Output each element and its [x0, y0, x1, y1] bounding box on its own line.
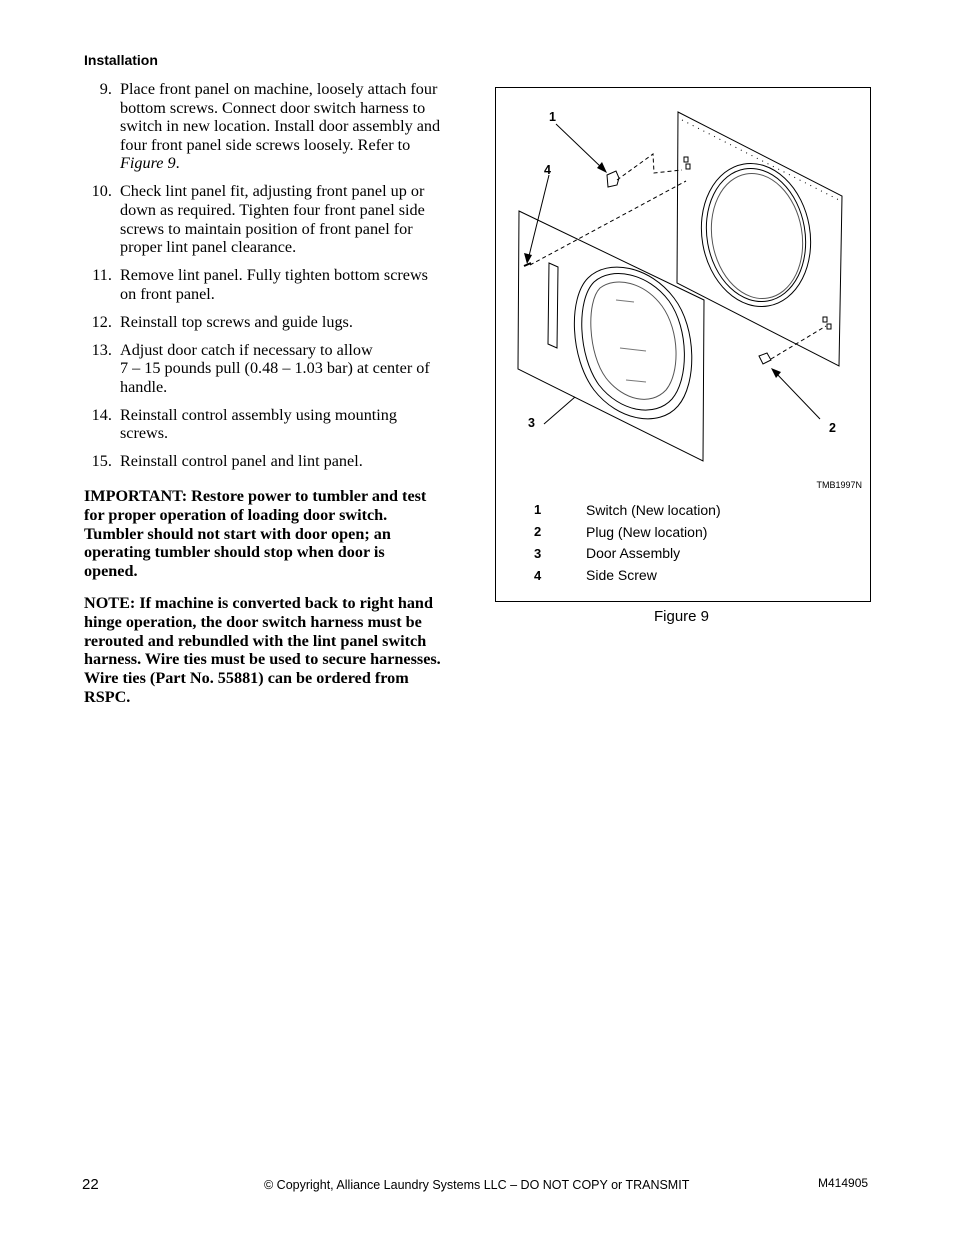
legend-item: 2 Plug (New location) — [534, 523, 708, 540]
step-text: Remove lint panel. Fully tighten bottom screws on front panel. — [120, 266, 428, 303]
figure-id: TMB1997N — [816, 480, 862, 490]
figure-legend — [534, 499, 721, 586]
figure-box — [495, 87, 871, 602]
step-number: 13. — [91, 340, 112, 359]
step-text: Check lint panel fit, adjusting front panel up or down as required. Tighten four front panel side screws to maintain position of front panel for proper lint panel clearance. — [120, 182, 425, 257]
important-notice: IMPORTANT: Restore power to tumbler and test for proper operation of loading door switch. Tumbler should not start with door open; an operating tumbler should stop when door is opened. — [84, 487, 427, 581]
note-paragraph: NOTE: If machine is converted back to right hand hinge operation, the door switch harness must be rerouted and rebundled with the lint panel switch harness. Wire ties must be used to secure harnesses. Wire ties (Part No. 55881) can be ordered from RSPC. — [84, 594, 441, 706]
step-11 — [84, 266, 460, 303]
step-text: Place front panel on machine, loosely attach four bottom screws. Connect door switch harness to switch in new location. Install door assembly and four front panel side screws loosely. Refer to Figure 9. — [120, 80, 441, 173]
procedure-steps — [84, 80, 460, 480]
figure-caption: Figure 9 — [654, 608, 710, 625]
page-number: 22 — [82, 1176, 99, 1193]
step-text: Adjust door catch if necessary to allow 7 – 15 pounds pull (0.48 – 1.03 bar) at center of handle. — [120, 340, 430, 396]
callout-3: 3 — [528, 416, 535, 430]
exploded-door-diagram — [496, 88, 872, 478]
step-12 — [84, 313, 460, 332]
callout-2: 2 — [829, 421, 836, 435]
section-title: Installation — [84, 52, 158, 68]
step-number: 15. — [91, 452, 112, 471]
callout-1: 1 — [549, 110, 556, 124]
step-15 — [84, 452, 460, 471]
step-text: Reinstall control panel and lint panel. — [120, 452, 363, 471]
step-number: 11. — [92, 266, 112, 285]
legend-item: 4 Side Screw — [534, 567, 657, 584]
legend-item: 3 Door Assembly — [534, 545, 681, 562]
callout-4: 4 — [544, 163, 551, 177]
document-id: M414905 — [818, 1176, 869, 1190]
legend-item: 1 Switch (New location) — [534, 501, 721, 518]
step-text: Reinstall top screws and guide lugs. — [120, 312, 353, 331]
step-number: 14. — [91, 405, 112, 424]
step-text: Reinstall control assembly using mounting screws. — [120, 405, 397, 443]
step-9 — [84, 80, 460, 173]
figure-reference: Figure 9 — [120, 154, 176, 173]
copyright-notice: © Copyright, Alliance Laundry Systems LLC – DO NOT COPY or TRANSMIT — [264, 1178, 690, 1192]
step-10 — [84, 182, 460, 256]
step-number: 10. — [91, 182, 112, 201]
step-number: 12. — [91, 312, 112, 331]
step-14 — [84, 406, 460, 443]
step-number: 9. — [99, 80, 112, 98]
step-13 — [84, 341, 460, 397]
